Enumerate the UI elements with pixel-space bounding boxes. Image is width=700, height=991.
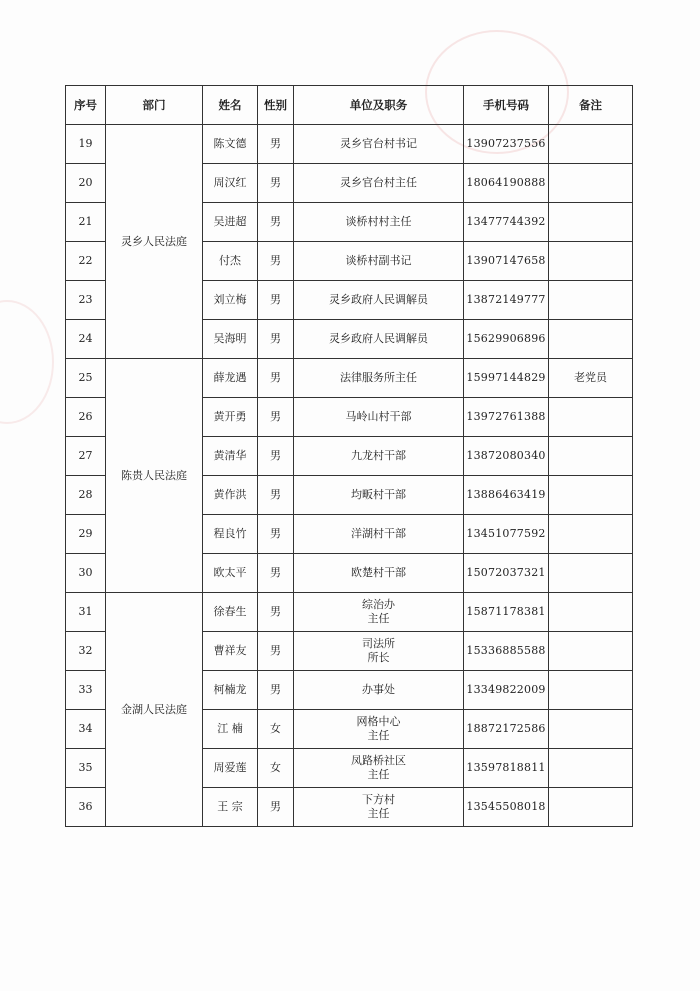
row-remark <box>549 398 633 437</box>
row-name: 王 宗 <box>203 788 258 827</box>
row-name: 程良竹 <box>203 515 258 554</box>
row-gender: 男 <box>258 359 294 398</box>
row-gender: 男 <box>258 125 294 164</box>
row-position: 马岭山村干部 <box>294 398 464 437</box>
row-name: 黄作洪 <box>203 476 258 515</box>
row-phone: 15072037321 <box>464 554 549 593</box>
position-line-1: 综治办 <box>362 598 395 611</box>
table-row <box>66 125 633 164</box>
row-position: 洋湖村干部 <box>294 515 464 554</box>
position-line-1: 下方村 <box>362 793 395 806</box>
row-phone: 15629906896 <box>464 320 549 359</box>
row-gender: 男 <box>258 554 294 593</box>
row-remark <box>549 554 633 593</box>
row-gender: 男 <box>258 203 294 242</box>
row-gender: 男 <box>258 437 294 476</box>
header-phone: 手机号码 <box>464 86 549 125</box>
row-phone: 13597818811 <box>464 749 549 788</box>
row-index: 22 <box>66 242 106 281</box>
row-gender: 男 <box>258 593 294 632</box>
row-position: 九龙村干部 <box>294 437 464 476</box>
row-remark <box>549 671 633 710</box>
row-phone: 15871178381 <box>464 593 549 632</box>
row-position: 均畈村干部 <box>294 476 464 515</box>
row-index: 21 <box>66 203 106 242</box>
header-name: 姓名 <box>203 86 258 125</box>
row-index: 31 <box>66 593 106 632</box>
row-position: 灵乡政府人民调解员 <box>294 281 464 320</box>
row-name: 付杰 <box>203 242 258 281</box>
row-remark <box>549 632 633 671</box>
row-name: 江 楠 <box>203 710 258 749</box>
dept-cell: 金湖人民法庭 <box>106 593 203 827</box>
row-remark <box>549 242 633 281</box>
row-name: 曹祥友 <box>203 632 258 671</box>
row-name: 刘立梅 <box>203 281 258 320</box>
row-name: 吴进超 <box>203 203 258 242</box>
row-position <box>294 749 464 788</box>
row-remark <box>549 593 633 632</box>
mediator-roster-table <box>65 85 633 827</box>
position-line-2: 所长 <box>367 651 390 664</box>
dept-cell: 陈贵人民法庭 <box>106 359 203 593</box>
row-phone: 13872080340 <box>464 437 549 476</box>
row-index: 19 <box>66 125 106 164</box>
row-gender: 男 <box>258 398 294 437</box>
row-index: 25 <box>66 359 106 398</box>
row-remark <box>549 788 633 827</box>
row-name: 陈文德 <box>203 125 258 164</box>
row-position <box>294 710 464 749</box>
row-phone: 13872149777 <box>464 281 549 320</box>
row-name: 黄开勇 <box>203 398 258 437</box>
row-position: 法律服务所主任 <box>294 359 464 398</box>
row-index: 34 <box>66 710 106 749</box>
row-phone: 15997144829 <box>464 359 549 398</box>
row-gender: 男 <box>258 515 294 554</box>
row-remark <box>549 281 633 320</box>
position-line-2: 主任 <box>367 612 390 625</box>
row-name: 吴海明 <box>203 320 258 359</box>
row-remark <box>549 749 633 788</box>
faint-seal-stamp-left <box>0 300 54 424</box>
row-gender: 男 <box>258 788 294 827</box>
row-remark <box>549 320 633 359</box>
row-remark <box>549 710 633 749</box>
row-position <box>294 593 464 632</box>
dept-cell: 灵乡人民法庭 <box>106 125 203 359</box>
position-line-1: 网格中心 <box>356 715 401 728</box>
table-row <box>66 359 633 398</box>
row-position <box>294 788 464 827</box>
row-name: 黄清华 <box>203 437 258 476</box>
row-name: 周爱莲 <box>203 749 258 788</box>
row-name: 徐春生 <box>203 593 258 632</box>
row-name: 薛龙遇 <box>203 359 258 398</box>
position-line-2: 主任 <box>367 807 390 820</box>
row-gender: 女 <box>258 749 294 788</box>
row-gender: 男 <box>258 164 294 203</box>
row-name: 欧太平 <box>203 554 258 593</box>
row-remark <box>549 515 633 554</box>
row-phone: 13477744392 <box>464 203 549 242</box>
row-index: 23 <box>66 281 106 320</box>
row-remark <box>549 437 633 476</box>
row-remark <box>549 476 633 515</box>
row-index: 28 <box>66 476 106 515</box>
row-remark: 老党员 <box>549 359 633 398</box>
row-gender: 男 <box>258 632 294 671</box>
row-gender: 男 <box>258 242 294 281</box>
row-index: 36 <box>66 788 106 827</box>
row-gender: 男 <box>258 281 294 320</box>
row-position: 灵乡政府人民调解员 <box>294 320 464 359</box>
row-index: 24 <box>66 320 106 359</box>
row-phone: 13349822009 <box>464 671 549 710</box>
row-remark <box>549 164 633 203</box>
row-index: 27 <box>66 437 106 476</box>
header-gender: 性别 <box>258 86 294 125</box>
row-index: 33 <box>66 671 106 710</box>
row-gender: 男 <box>258 671 294 710</box>
row-remark <box>549 125 633 164</box>
row-position <box>294 632 464 671</box>
row-phone: 13545508018 <box>464 788 549 827</box>
row-phone: 13907237556 <box>464 125 549 164</box>
header-row <box>66 86 633 125</box>
row-position: 灵乡官台村主任 <box>294 164 464 203</box>
row-position: 欧楚村干部 <box>294 554 464 593</box>
row-index: 32 <box>66 632 106 671</box>
table-row <box>66 593 633 632</box>
row-position: 灵乡官台村书记 <box>294 125 464 164</box>
row-index: 30 <box>66 554 106 593</box>
row-index: 26 <box>66 398 106 437</box>
row-index: 20 <box>66 164 106 203</box>
position-line-1: 凤路桥社区 <box>351 754 406 767</box>
row-gender: 男 <box>258 476 294 515</box>
row-phone: 13907147658 <box>464 242 549 281</box>
row-gender: 男 <box>258 320 294 359</box>
row-remark <box>549 203 633 242</box>
header-position: 单位及职务 <box>294 86 464 125</box>
header-index: 序号 <box>66 86 106 125</box>
row-gender: 女 <box>258 710 294 749</box>
row-name: 周汉红 <box>203 164 258 203</box>
row-phone: 13886463419 <box>464 476 549 515</box>
row-position: 谈桥村村主任 <box>294 203 464 242</box>
row-position: 谈桥村副书记 <box>294 242 464 281</box>
header-dept: 部门 <box>106 86 203 125</box>
position-line-1: 司法所 <box>362 637 395 650</box>
position-line-2: 主任 <box>367 768 390 781</box>
row-index: 29 <box>66 515 106 554</box>
row-name: 柯楠龙 <box>203 671 258 710</box>
row-phone: 18872172586 <box>464 710 549 749</box>
row-index: 35 <box>66 749 106 788</box>
row-position: 办事处 <box>294 671 464 710</box>
position-line-2: 主任 <box>367 729 390 742</box>
row-phone: 15336885588 <box>464 632 549 671</box>
header-remark: 备注 <box>549 86 633 125</box>
row-phone: 13972761388 <box>464 398 549 437</box>
row-phone: 13451077592 <box>464 515 549 554</box>
row-phone: 18064190888 <box>464 164 549 203</box>
